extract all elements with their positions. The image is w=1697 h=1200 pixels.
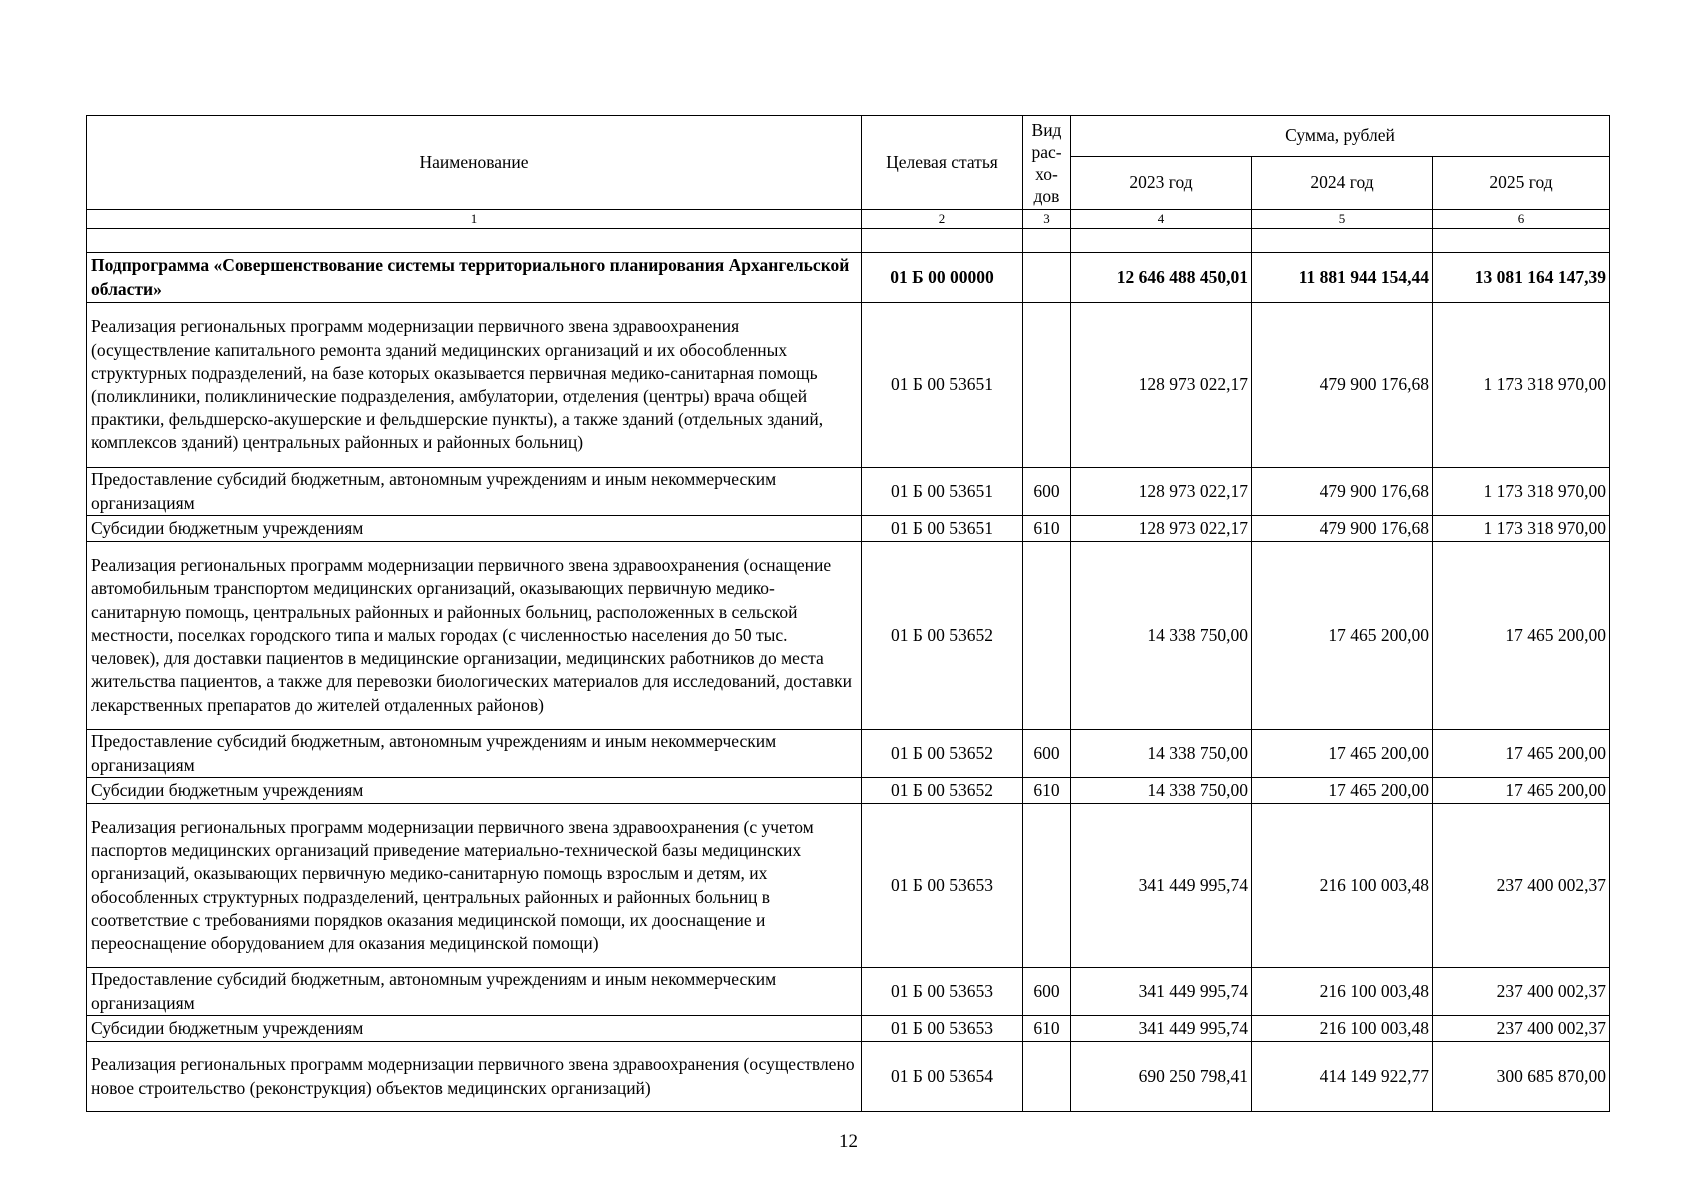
row-sum-2024: 479 900 176,68 bbox=[1252, 516, 1433, 542]
row-expense-type bbox=[1023, 303, 1071, 468]
row-target-article: 01 Б 00 53651 bbox=[862, 303, 1023, 468]
column-number: 3 bbox=[1023, 210, 1071, 229]
header-expense-type-line: рас- bbox=[1031, 141, 1062, 162]
row-name: Реализация региональных программ модернизации первичного звена здравоохранения (осуществлено новое строительство (реконструкция) объектов медицинских организаций) bbox=[87, 1042, 862, 1112]
header-sum: Сумма, рублей bbox=[1071, 116, 1610, 157]
row-sum-2024: 17 465 200,00 bbox=[1252, 542, 1433, 730]
row-name: Предоставление субсидий бюджетным, автономным учреждениям и иным некоммерческим организациям bbox=[87, 730, 862, 778]
row-sum-2023: 128 973 022,17 bbox=[1071, 516, 1252, 542]
row-target-article: 01 Б 00 00000 bbox=[862, 253, 1023, 303]
header-row-top bbox=[87, 116, 1610, 157]
table-row bbox=[87, 968, 1610, 1016]
row-sum-2024: 414 149 922,77 bbox=[1252, 1042, 1433, 1112]
row-sum-2024: 11 881 944 154,44 bbox=[1252, 253, 1433, 303]
row-target-article: 01 Б 00 53652 bbox=[862, 730, 1023, 778]
row-sum-2024: 17 465 200,00 bbox=[1252, 730, 1433, 778]
table-row bbox=[87, 730, 1610, 778]
row-expense-type bbox=[1023, 542, 1071, 730]
spacer-row bbox=[87, 229, 1610, 253]
header-expense-type-line: дов bbox=[1033, 185, 1060, 206]
header-expense-type-line: Вид bbox=[1031, 119, 1062, 140]
column-number: 1 bbox=[87, 210, 862, 229]
row-name: Реализация региональных программ модернизации первичного звена здравоохранения (осуществление капитального ремонта зданий медицинских организаций и их обособленных структурных подразделений, на базе которых оказывается первичная медико-санитарная помощь (поликлиники, поликлинические подразделения, амбулатории, отделения (центры) врача общей практики, фельдшерско-акушерские и фельдшерские пункты), а также зданий (отдельных зданий, комплексов зданий) центральных районных и районных больниц) bbox=[87, 303, 862, 468]
table-row bbox=[87, 542, 1610, 730]
row-sum-2025: 1 173 318 970,00 bbox=[1433, 303, 1610, 468]
header-year-2023: 2023 год bbox=[1071, 157, 1252, 210]
row-sum-2025: 237 400 002,37 bbox=[1433, 1016, 1610, 1042]
row-sum-2024: 216 100 003,48 bbox=[1252, 804, 1433, 968]
row-sum-2025: 17 465 200,00 bbox=[1433, 730, 1610, 778]
row-sum-2023: 690 250 798,41 bbox=[1071, 1042, 1252, 1112]
table-row bbox=[87, 1016, 1610, 1042]
row-target-article: 01 Б 00 53653 bbox=[862, 804, 1023, 968]
header-expense-type-line: хо- bbox=[1035, 163, 1058, 184]
row-sum-2023: 12 646 488 450,01 bbox=[1071, 253, 1252, 303]
column-number-row bbox=[87, 210, 1610, 229]
row-name: Предоставление субсидий бюджетным, автономным учреждениям и иным некоммерческим организациям bbox=[87, 468, 862, 516]
row-sum-2024: 216 100 003,48 bbox=[1252, 1016, 1433, 1042]
row-expense-type: 600 bbox=[1023, 968, 1071, 1016]
row-sum-2025: 1 173 318 970,00 bbox=[1433, 468, 1610, 516]
table-row bbox=[87, 804, 1610, 968]
column-number: 6 bbox=[1433, 210, 1610, 229]
row-sum-2024: 216 100 003,48 bbox=[1252, 968, 1433, 1016]
row-sum-2025: 237 400 002,37 bbox=[1433, 968, 1610, 1016]
row-sum-2023: 128 973 022,17 bbox=[1071, 468, 1252, 516]
page-number: 12 bbox=[839, 1131, 858, 1152]
table-row bbox=[87, 468, 1610, 516]
row-expense-type: 600 bbox=[1023, 730, 1071, 778]
row-name: Реализация региональных программ модернизации первичного звена здравоохранения (с учетом паспортов медицинских организаций приведение материально-технической базы медицинских организаций, оказывающих первичную медико-санитарную помощь взрослым и детям, их обособленных структурных подразделений, центральных районных и районных больниц в соответствие с требованиями порядков оказания медицинской помощи, их дооснащение и переоснащение оборудованием для оказания медицинской помощи) bbox=[87, 804, 862, 968]
row-sum-2025: 300 685 870,00 bbox=[1433, 1042, 1610, 1112]
column-number: 5 bbox=[1252, 210, 1433, 229]
row-sum-2023: 14 338 750,00 bbox=[1071, 730, 1252, 778]
row-sum-2023: 128 973 022,17 bbox=[1071, 303, 1252, 468]
budget-table bbox=[86, 115, 1610, 1112]
header-year-2025: 2025 год bbox=[1433, 157, 1610, 210]
row-name: Предоставление субсидий бюджетным, автономным учреждениям и иным некоммерческим организациям bbox=[87, 968, 862, 1016]
table-row bbox=[87, 1042, 1610, 1112]
row-sum-2025: 17 465 200,00 bbox=[1433, 778, 1610, 804]
row-target-article: 01 Б 00 53653 bbox=[862, 968, 1023, 1016]
row-expense-type: 600 bbox=[1023, 468, 1071, 516]
header-target-article: Целевая статья bbox=[862, 116, 1023, 210]
column-number: 2 bbox=[862, 210, 1023, 229]
row-sum-2025: 1 173 318 970,00 bbox=[1433, 516, 1610, 542]
row-expense-type bbox=[1023, 253, 1071, 303]
row-sum-2023: 341 449 995,74 bbox=[1071, 1016, 1252, 1042]
row-target-article: 01 Б 00 53653 bbox=[862, 1016, 1023, 1042]
row-sum-2023: 341 449 995,74 bbox=[1071, 968, 1252, 1016]
table-row bbox=[87, 303, 1610, 468]
row-sum-2023: 14 338 750,00 bbox=[1071, 778, 1252, 804]
row-target-article: 01 Б 00 53651 bbox=[862, 516, 1023, 542]
column-number: 4 bbox=[1071, 210, 1252, 229]
row-expense-type bbox=[1023, 1042, 1071, 1112]
row-name: Субсидии бюджетным учреждениям bbox=[87, 516, 862, 542]
row-sum-2025: 17 465 200,00 bbox=[1433, 542, 1610, 730]
row-sum-2024: 479 900 176,68 bbox=[1252, 468, 1433, 516]
row-name: Субсидии бюджетным учреждениям bbox=[87, 778, 862, 804]
row-sum-2023: 341 449 995,74 bbox=[1071, 804, 1252, 968]
table-row bbox=[87, 516, 1610, 542]
row-target-article: 01 Б 00 53654 bbox=[862, 1042, 1023, 1112]
header-name: Наименование bbox=[87, 116, 862, 210]
row-sum-2025: 13 081 164 147,39 bbox=[1433, 253, 1610, 303]
row-sum-2023: 14 338 750,00 bbox=[1071, 542, 1252, 730]
row-sum-2024: 17 465 200,00 bbox=[1252, 778, 1433, 804]
row-name: Реализация региональных программ модернизации первичного звена здравоохранения (оснащение автомобильным транспортом медицинских организаций, оказывающих первичную медико-санитарную помощь, центральных районных и районных больниц, расположенных в сельской местности, поселках городского типа и малых городах (с численностью населения до 50 тыс. человек), для доставки пациентов в медицинские организации, медицинских работников до места жительства пациентов, а также для перевозки биологических материалов для исследований, доставки лекарственных препаратов до жителей отдаленных районов) bbox=[87, 542, 862, 730]
row-sum-2025: 237 400 002,37 bbox=[1433, 804, 1610, 968]
row-sum-2024: 479 900 176,68 bbox=[1252, 303, 1433, 468]
row-expense-type bbox=[1023, 804, 1071, 968]
row-target-article: 01 Б 00 53652 bbox=[862, 542, 1023, 730]
row-name: Подпрограмма «Совершенствование системы территориального планирования Архангельской области» bbox=[87, 253, 862, 303]
table-row bbox=[87, 778, 1610, 804]
row-expense-type: 610 bbox=[1023, 1016, 1071, 1042]
header-year-2024: 2024 год bbox=[1252, 157, 1433, 210]
row-expense-type: 610 bbox=[1023, 516, 1071, 542]
header-expense-type bbox=[1023, 116, 1071, 210]
row-name: Субсидии бюджетным учреждениям bbox=[87, 1016, 862, 1042]
row-target-article: 01 Б 00 53652 bbox=[862, 778, 1023, 804]
table-row bbox=[87, 253, 1610, 303]
row-expense-type: 610 bbox=[1023, 778, 1071, 804]
row-target-article: 01 Б 00 53651 bbox=[862, 468, 1023, 516]
